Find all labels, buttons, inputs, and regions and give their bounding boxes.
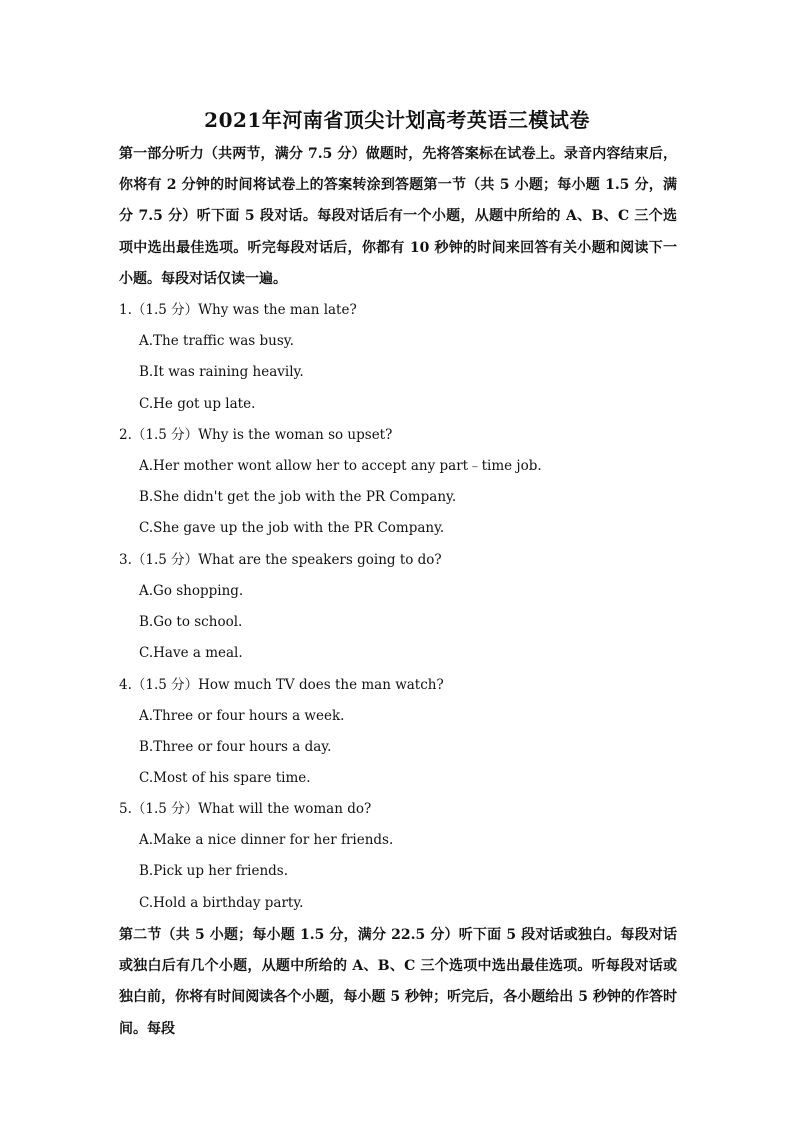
question-3-option-c: C.Have a meal. <box>139 645 243 661</box>
question-5-option-b: B.Pick up her friends. <box>139 863 289 879</box>
question-5-option-a: A.Make a nice dinner for her friends. <box>139 832 394 848</box>
question-1-option-c: C.He got up late. <box>139 396 256 412</box>
question-4: 4.（1.5 分）How much TV does the man watch? <box>119 677 444 693</box>
question-2-option-a: A.Her mother wont allow her to accept any part﹣time job. <box>139 458 542 474</box>
section1-instructions: 第一部分听力（共两节，满分 7.5 分）做题时，先将答案标在试卷上。录音内容结束后，你将有 2 分钟的时间将试卷上的答案转涂到答题第一节（共 5 小题；每小题 1.5 分，满分 7.5 分）听下面 5 段对话。每段对话后有一个小题，从题中所给的 A、B、C 三个选项中选出最佳选项。听完每段对话后，你都有 10 秒钟的时间来回答有关小题和阅读下一小题。每段对话仅读一遍。 <box>119 146 677 287</box>
section2-instructions: 第二节（共 5 小题；每小题 1.5 分，满分 22.5 分）听下面 5 段对话或独白。每段对话或独白后有几个小题，从题中所给的 A、B、C 三个选项中选出最佳选项。听每段对话或独白前，你将有时间阅读各个小题，每小题 5 秒钟；听完后，各小题给出 5 秒钟的作答时间。每段 <box>119 927 677 1037</box>
question-3: 3.（1.5 分）What are the speakers going to do? <box>119 552 442 568</box>
question-2: 2.（1.5 分）Why is the woman so upset? <box>119 427 393 443</box>
question-2-option-b: B.She didn't get the job with the PR Company. <box>139 489 457 505</box>
question-5: 5.（1.5 分）What will the woman do? <box>119 801 372 817</box>
page-title: 2021年河南省顶尖计划高考英语三模试卷 <box>204 108 590 132</box>
question-1-option-a: A.The traffic was busy. <box>139 333 294 349</box>
question-1: 1.（1.5 分）Why was the man late? <box>119 302 357 318</box>
question-4-option-b: B.Three or four hours a day. <box>139 739 332 755</box>
question-5-option-c: C.Hold a birthday party. <box>139 895 304 911</box>
question-4-option-c: C.Most of his spare time. <box>139 770 311 786</box>
question-1-option-b: B.It was raining heavily. <box>139 364 304 380</box>
question-4-option-a: A.Three or four hours a week. <box>139 708 345 724</box>
question-3-option-b: B.Go to school. <box>139 614 243 630</box>
question-3-option-a: A.Go shopping. <box>139 583 244 599</box>
question-2-option-c: C.She gave up the job with the PR Company. <box>139 520 445 536</box>
